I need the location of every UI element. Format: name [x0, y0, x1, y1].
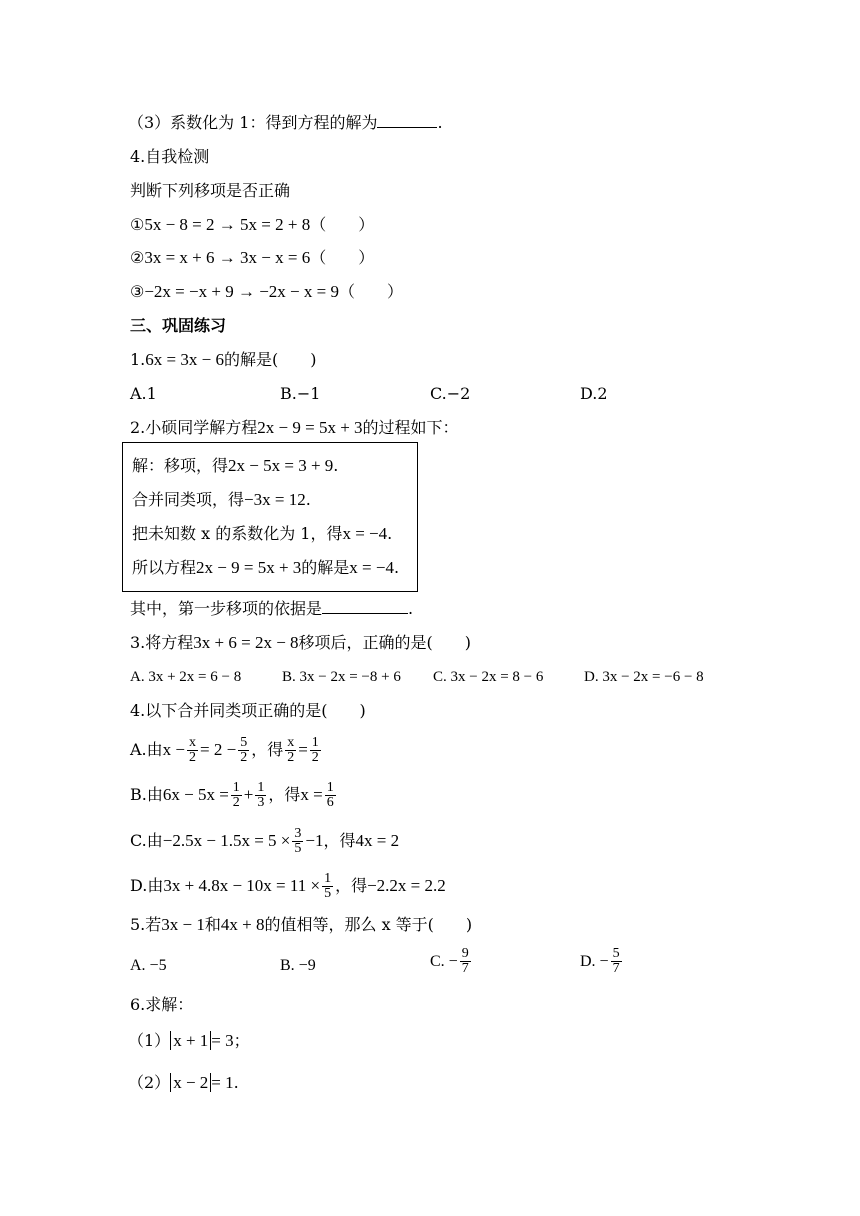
q3-option-c: C. 3x − 2x = 8 − 6: [433, 669, 544, 685]
solution-line-2: 合并同类项，得−3x = 12.: [132, 490, 311, 509]
q6-stem: 6.求解：: [130, 995, 194, 1014]
check-item-2: ②3x = x + 6 → 3x − x = 6（ ）: [130, 248, 375, 267]
q5-option-a: A. −5: [130, 957, 167, 974]
q3-stem: 3.将方程3x + 6 = 2x − 8移项后，正确的是( ): [130, 633, 472, 652]
q2-followup: 其中，第一步移项的依据是 .: [130, 599, 414, 618]
solution-line-4: 所以方程2x − 9 = 5x + 3的解是x = −4.: [132, 558, 400, 577]
q6-sub2: （2） x − 2 = 1.: [128, 1073, 239, 1092]
answer-blank: [377, 112, 437, 128]
q1-option-b: B.−1: [280, 384, 321, 403]
answer-blank: [322, 598, 408, 614]
q4-option-b: B.由6x − 5x = $\frac{1}{2}$ + $\frac{1}{3}$ ，得x = $\frac{1}{6}$: [130, 780, 334, 810]
q6-sub1: （1） x + 1 = 3；: [128, 1031, 250, 1050]
q1-option-d: D.2: [580, 384, 608, 403]
solution-line-1: 解：移项，得2x − 5x = 3 + 9.: [132, 456, 339, 475]
q4-option-a: A.由x − $\frac{x}{2}$ = 2 − $\frac{5}{2}$ ，得 $\frac{x}{2}$ = $\frac{1}{2}$: [130, 735, 319, 765]
q5-stem: 5.若3x − 1和4x + 8的值相等，那么 x 等于( ): [130, 915, 473, 934]
step3-line: （3）系数化为 1：得到方程的解为 .: [128, 113, 443, 132]
q4-stem: 4.以下合并同类项正确的是( ): [130, 701, 366, 720]
q1-option-a: A.1: [130, 384, 157, 403]
check-item-3: ③−2x = −x + 9 → −2x − x = 9（ ）: [130, 282, 403, 301]
q3-option-b: B. 3x − 2x = −8 + 6: [282, 669, 401, 685]
section-title: 三、巩固练习: [130, 316, 227, 335]
q1-stem: 1.6x = 3x − 6的解是( ): [130, 350, 317, 369]
q4-option-c: C.由−2.5x − 1.5x = 5 × $\frac{3}{5}$ −1，得4x = 2: [130, 826, 400, 856]
self-check-instruction: 判断下列移项是否正确: [130, 181, 291, 200]
q5-option-c: C. − $\frac{9}{7}$: [430, 946, 469, 976]
self-check-title: 4.自我检测: [130, 147, 210, 166]
q5-option-b: B. −9: [280, 957, 316, 974]
q3-option-d: D. 3x − 2x = −6 − 8: [584, 669, 704, 685]
q4-option-d: D.由3x + 4.8x − 10x = 11 × $\frac{1}{5}$ ，得−2.2x = 2.2: [130, 871, 446, 901]
q3-option-a: A. 3x + 2x = 6 − 8: [130, 669, 242, 685]
q5-option-d: D. − $\frac{5}{7}$: [580, 946, 620, 976]
check-item-1: ①5x − 8 = 2 → 5x = 2 + 8（ ）: [130, 215, 375, 234]
q2-stem: 2.小硕同学解方程2x − 9 = 5x + 3的过程如下：: [130, 418, 459, 437]
q1-option-c: C.−2: [430, 384, 471, 403]
solution-line-3: 把未知数 x 的系数化为 1，得x = −4.: [132, 524, 393, 543]
